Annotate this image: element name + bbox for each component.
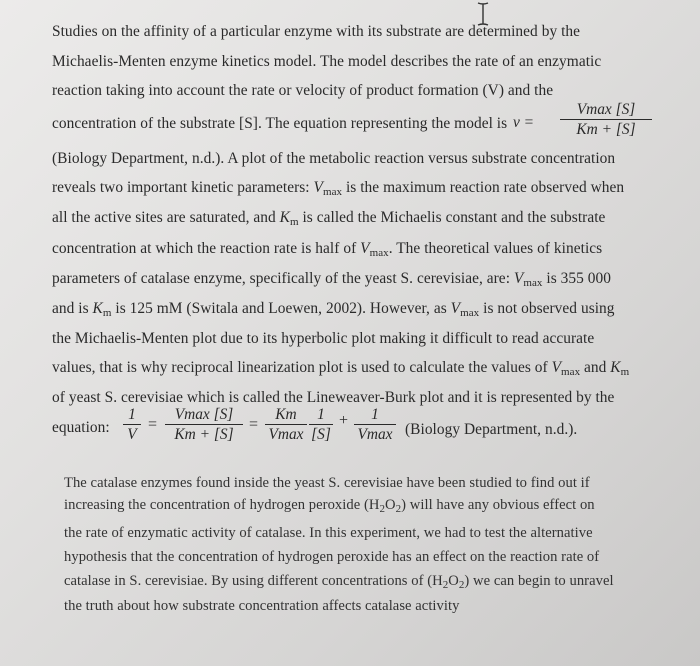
lineweaver-burk-term-3: Km Vmax [265, 406, 307, 443]
equals-sign: = [148, 416, 158, 433]
text-line: catalase in S. cerevisiae. By using different concentrations of $(H_2O_2)$ we can begin to unravel [64, 573, 614, 591]
text-line: Studies on the affinity of a particular enzyme with its substrate are determined by the [52, 23, 581, 40]
text-line: (Biology Department, n.d.). A plot of the metabolic reaction versus substrate concentration [52, 150, 616, 167]
equation-lhs: v = [513, 114, 535, 131]
text-line: concentration of the substrate [S]. The equation representing the model is [52, 115, 508, 132]
equation-label: equation: [52, 419, 110, 436]
text-line: values, that is why reciprocal linearization plot is used to calculate the values of $V_{max}$ and $K_m$ [52, 359, 630, 378]
text-line: of yeast S. cerevisiae which is called the Lineweaver-Burk plot and it is represented by the [52, 389, 615, 406]
citation: (Biology Department, n.d.). [405, 421, 578, 438]
text-line: Michaelis-Menten enzyme kinetics model. The model describes the rate of an enzymatic [52, 53, 602, 70]
lineweaver-burk-term-1: $\frac{1}{V}$ [123, 406, 141, 443]
text-line: the truth about how substrate concentration affects catalase activity [64, 598, 460, 614]
text-line: reaction taking into account the rate or velocity of product formation (V) and the [52, 82, 554, 99]
text-line: concentration at which the reaction rate is half of $V_{max}$. The theoretical values of kinetics [52, 240, 603, 259]
lineweaver-burk-term-4: $\frac{1}{[S]}$ [309, 406, 333, 443]
text-line: parameters of catalase enzyme, specifically of the yeast S. cerevisiae, are: $V_{max}$ is 355 000 [52, 270, 611, 289]
equals-sign: = [249, 416, 259, 433]
text-line: all the active sites are saturated, and $K_m$ is called the Michaelis constant and the substrate [52, 209, 606, 228]
lineweaver-burk-term-5: 1 Vmax [354, 406, 396, 443]
text-line: reveals two important kinetic parameters: $V_{max}$ is the maximum reaction rate observed when [52, 179, 625, 198]
michaelis-menten-equation [560, 101, 652, 138]
text-line: and is $K_m$ is 125 mM (Switala and Loewen, 2002). However, as $V_{max}$ is not observed using [52, 300, 615, 319]
equation-numerator: Vmax [S] [560, 101, 652, 120]
lineweaver-burk-term-2: Vmax [S] Km + [S] [165, 406, 243, 443]
text-line: the Michaelis-Menten plot due to its hyperbolic plot making it difficult to read accurate [52, 330, 595, 347]
plus-sign: + [339, 412, 349, 429]
text-line: the rate of enzymatic activity of catalase. In this experiment, we had to test the alternative [64, 525, 593, 541]
text-line: hypothesis that the concentration of hydrogen peroxide has an effect on the reaction rate of [64, 549, 600, 565]
text-line: The catalase enzymes found inside the yeast S. cerevisiae have been studied to find out if [64, 475, 590, 491]
text-line: increasing the concentration of hydrogen peroxide $(H_2O_2)$ will have any obvious effect on [64, 497, 595, 515]
equation-denominator: Km + [S] [576, 121, 636, 138]
